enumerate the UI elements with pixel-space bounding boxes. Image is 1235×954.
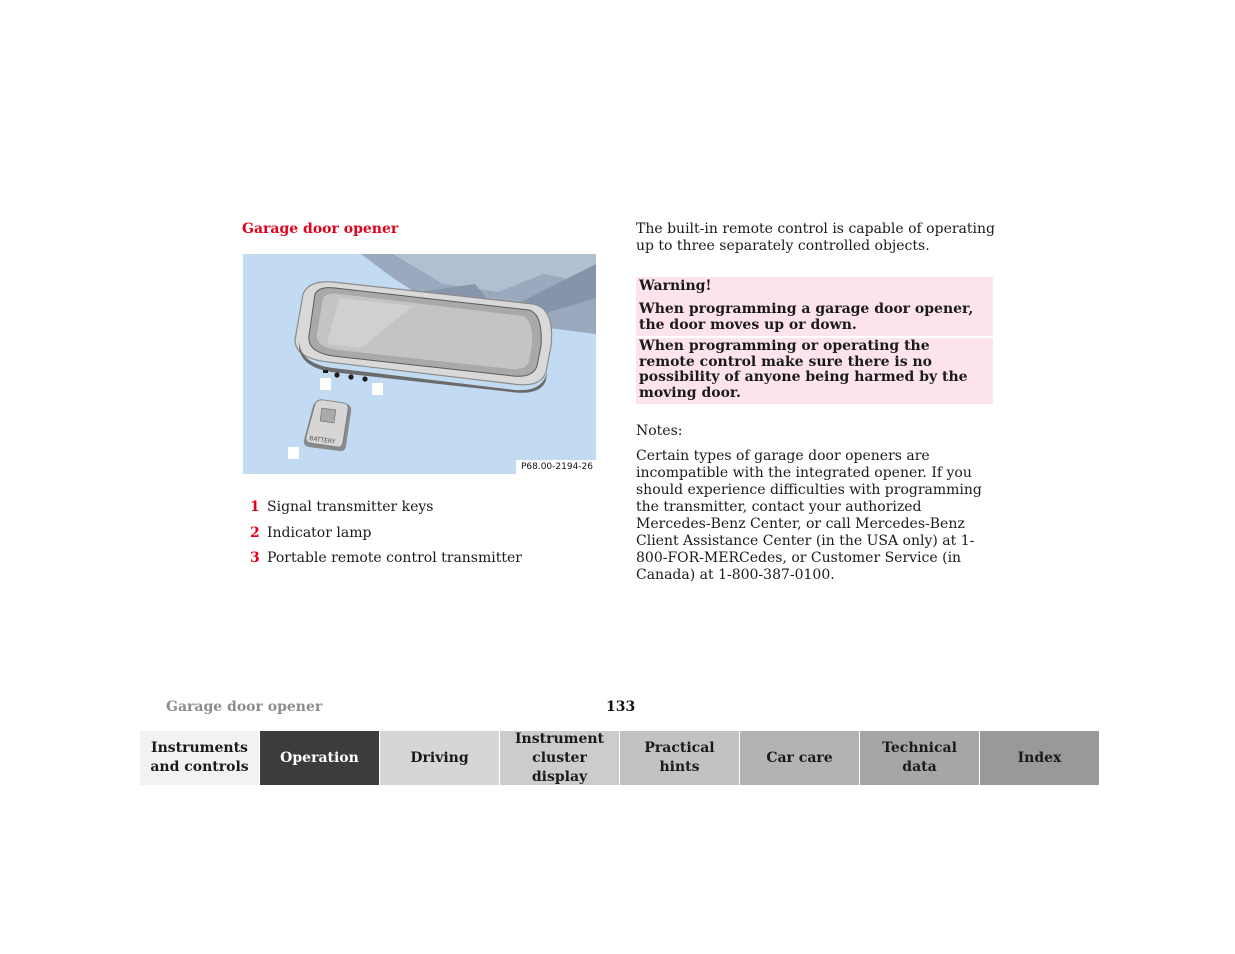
legend-item	[250, 498, 522, 524]
legend-text: Portable remote control transmitter	[267, 550, 522, 566]
right-column	[636, 221, 996, 584]
legend-text: Indicator lamp	[267, 524, 372, 541]
notes-label: Notes:	[636, 423, 683, 439]
chapter-nav	[140, 731, 1099, 785]
warning-text-2: When programming or operating the remote control make sure there is no possibility of anyone being harmed by the moving door.	[639, 338, 968, 401]
warning-block-1	[636, 277, 993, 336]
callout-box-2	[372, 383, 383, 395]
warning-block-2	[636, 338, 993, 404]
tab-index[interactable]: Index	[980, 731, 1099, 785]
figure-code: P68.00-2194-26	[516, 460, 596, 474]
legend-number: 1	[250, 499, 260, 515]
tab-instruments-and-controls[interactable]: Instruments and controls	[140, 731, 259, 785]
battery-label: BATTERY	[308, 435, 336, 446]
warning-title: Warning!	[639, 278, 712, 294]
tab-technical-data[interactable]: Technical data	[860, 731, 979, 785]
callout-box-1	[320, 378, 331, 390]
page-number: 133	[606, 699, 636, 715]
legend-text: Signal transmitter keys	[267, 499, 434, 515]
warning-text-1: When programming a garage door opener, the door moves up or down.	[639, 301, 974, 333]
notes-body: Certain types of garage door openers are incompatible with the integrated opener. If you should experience difficulties with programming the transmitter, contact your authorized Mercedes-Benz Center, or call Mercedes-Benz Client Assistance Center (in the USA only) at 1-800-FOR-MERCedes, or Customer Service (in Canada) at 1-800-387-0100.	[636, 448, 982, 583]
figure-legend	[250, 498, 522, 575]
rearview-mirror-illustration	[243, 254, 596, 474]
legend-number: 2	[250, 524, 260, 541]
tab-instrument-cluster-display[interactable]: Instrument cluster display	[500, 731, 619, 785]
intro-paragraph: The built-in remote control is capable of operating up to three separately controlled objects.	[636, 221, 995, 254]
tab-operation[interactable]: Operation	[260, 731, 379, 785]
callout-box-3	[288, 447, 299, 459]
tab-driving[interactable]: Driving	[380, 731, 499, 785]
legend-item	[250, 549, 522, 575]
footer-section-title: Garage door opener	[166, 699, 323, 715]
legend-item	[250, 524, 522, 550]
section-title: Garage door opener	[242, 221, 399, 237]
warning-box	[636, 277, 993, 404]
legend-number: 3	[250, 550, 260, 566]
tab-practical-hints[interactable]: Practical hints	[620, 731, 739, 785]
tab-car-care[interactable]: Car care	[740, 731, 859, 785]
